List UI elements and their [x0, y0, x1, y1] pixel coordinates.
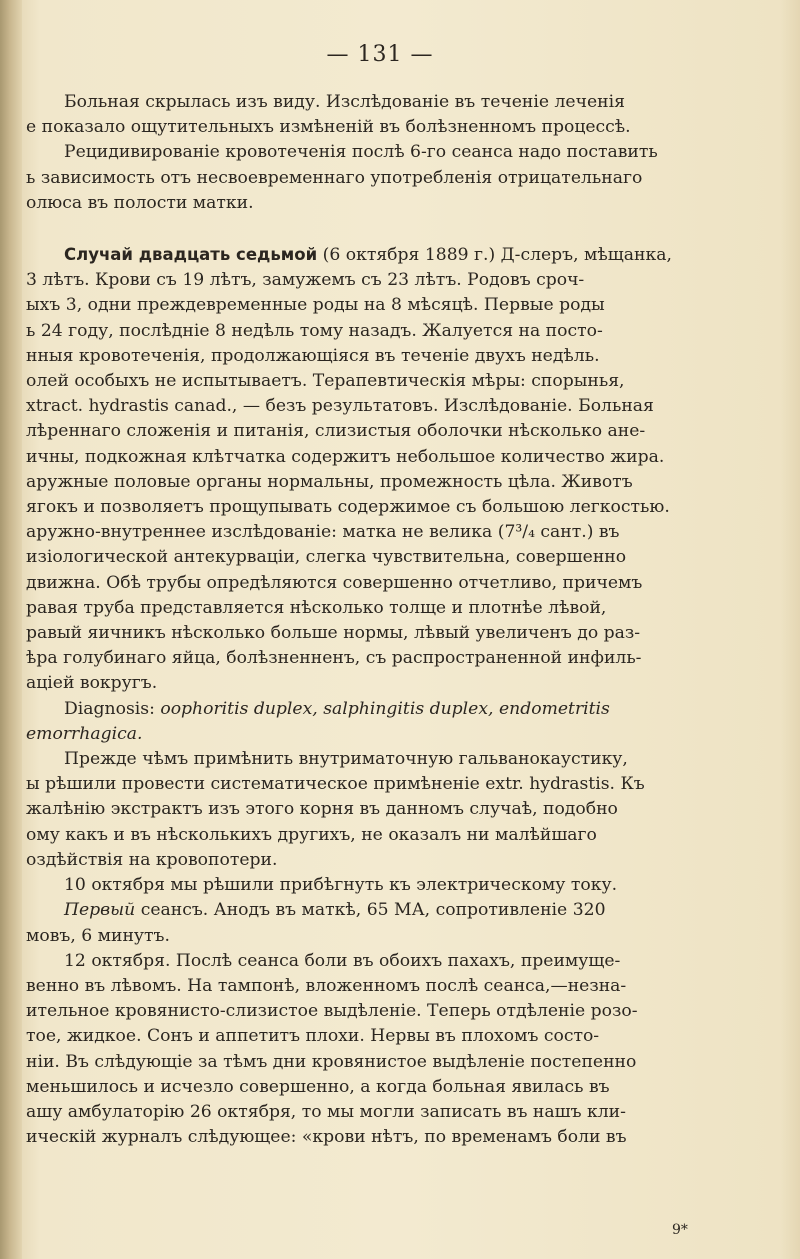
text-line: меньшилось и исчезло совершенно, а когда больная явилась въ: [26, 1076, 610, 1097]
text-line: жалѣнію экстрактъ изъ этого корня въ данномъ случаѣ, подобно: [26, 799, 618, 820]
page-number: — 131 —: [326, 42, 434, 67]
text-line: ыхъ 3, одни преждевременные роды на 8 мѣсяцѣ. Первые роды: [26, 295, 605, 316]
text-line: олей особыхъ не испытываетъ. Терапевтическія мѣры: спорынья,: [26, 371, 625, 392]
text-line: е показало ощутительныхъ измѣненій въ болѣзненномъ процессѣ.: [26, 117, 631, 138]
text-line: мовъ, 6 минутъ.: [26, 925, 170, 946]
text-line: аружно-внутреннее изслѣдованіе: матка не велика (7³/₄ сант.) въ: [26, 522, 620, 543]
text-line: [26, 242, 760, 268]
text-line: нныя кровотеченія, продолжающіяся въ теченіе двухъ недѣль.: [26, 345, 600, 366]
diagnosis-text: oophoritis duplex, salphingitis duplex, endometritis: [160, 698, 610, 719]
text-line: венно въ лѣвомъ. На тампонѣ, вложенномъ послѣ сеанса,—незна-: [26, 975, 627, 996]
text-line: равый яичникъ нѣсколько больше нормы, лѣвый увеличенъ до раз-: [26, 623, 641, 644]
body-text: [26, 90, 760, 1150]
text-line: олюса въ полости матки.: [26, 192, 254, 213]
text-line: движна. Обѣ трубы опредѣляются совершенно отчетливо, причемъ: [26, 572, 643, 593]
text-line: ому какъ и въ нѣсколькихъ другихъ, не оказалъ ни малѣйшаго: [26, 824, 597, 845]
text-line: ь зависимость отъ несвоевременнаго употребленія отрицательнаго: [26, 167, 643, 188]
text-line: тое, жидкое. Сонъ и аппетитъ плохи. Нервы въ плохомъ состо-: [26, 1026, 600, 1047]
text-line: изіологической антекурваціи, слегка чувствительна, совершенно: [26, 547, 627, 568]
text-line: emorrhagica.: [26, 723, 143, 744]
case-heading-rest: (6 октября 1889 г.) Д-слеръ, мѣщанка,: [317, 245, 672, 266]
text-line: ичны, подкожная клѣтчатка содержитъ небольшое количество жира.: [26, 446, 665, 467]
session-text: сеансъ. Анодъ въ маткѣ, 65 МА, сопротивленіе 320: [135, 900, 606, 921]
diagnosis-label: Diagnosis:: [64, 698, 161, 719]
text-line: аціей вокругъ.: [26, 673, 158, 694]
text-line: [26, 697, 760, 722]
page-binding-edge: [0, 0, 22, 1259]
paragraph-gap: [26, 216, 760, 242]
printer-signature: 9*: [672, 1222, 688, 1238]
text-line: ы рѣшили провести систематическое примѣненіе extr. hydrastis. Къ: [26, 774, 645, 795]
text-line: ніи. Въ слѣдующіе за тѣмъ дни кровянистое выдѣленіе постепенно: [26, 1051, 637, 1072]
text-line: ягокъ и позволяетъ прощупывать содержимое съ большою легкостью.: [26, 497, 670, 518]
text-line: Рецидивированіе кровотеченія послѣ 6-го сеанса надо поставить: [64, 142, 658, 163]
text-line: ашу амбулаторію 26 октября, то мы могли записать въ нашъ кли-: [26, 1101, 626, 1122]
text-line: 3 лѣтъ. Крови съ 19 лѣтъ, замужемъ съ 23 лѣтъ. Родовъ сроч-: [26, 270, 585, 291]
text-line: Прежде чѣмъ примѣнить внутриматочную гальванокаустику,: [64, 749, 628, 770]
text-line: Больная скрылась изъ виду. Изслѣдованіе въ теченіе леченія: [64, 92, 625, 112]
case-heading: Случай двадцать седьмой: [64, 245, 318, 265]
text-line: ительное кровянисто-слизистое выдѣленіе. Теперь отдѣленіе розо-: [26, 1001, 638, 1022]
text-line: аружные половые органы нормальны, промежность цѣла. Животъ: [26, 471, 633, 492]
text-line: ѣра голубинаго яйца, болѣзненненъ, съ распространенной инфиль-: [26, 648, 642, 669]
session-label: Первый: [64, 900, 136, 921]
text-line: лѣреннаго сложенія и питанія, слизистыя оболочки нѣсколько ане-: [26, 421, 646, 442]
text-line: оздѣйствія на кровопотери.: [26, 849, 278, 870]
text-line: 12 октября. Послѣ сеанса боли въ обоихъ пахахъ, преимуще-: [64, 950, 621, 971]
text-line: [26, 898, 760, 923]
text-line: 10 октября мы рѣшили прибѣгнуть къ электрическому току.: [64, 875, 618, 896]
text-line: равая труба представляется нѣсколько толще и плотнѣе лѣвой,: [26, 597, 607, 618]
text-line: ь 24 году, послѣдніе 8 недѣль тому назадъ. Жалуется на посто-: [26, 320, 603, 341]
text-line: ическій журналъ слѣдующее: «крови нѣтъ, по временамъ боли въ: [26, 1127, 627, 1148]
text-line: xtract. hydrastis canad., — безъ результатовъ. Изслѣдованіе. Больная: [26, 396, 654, 417]
